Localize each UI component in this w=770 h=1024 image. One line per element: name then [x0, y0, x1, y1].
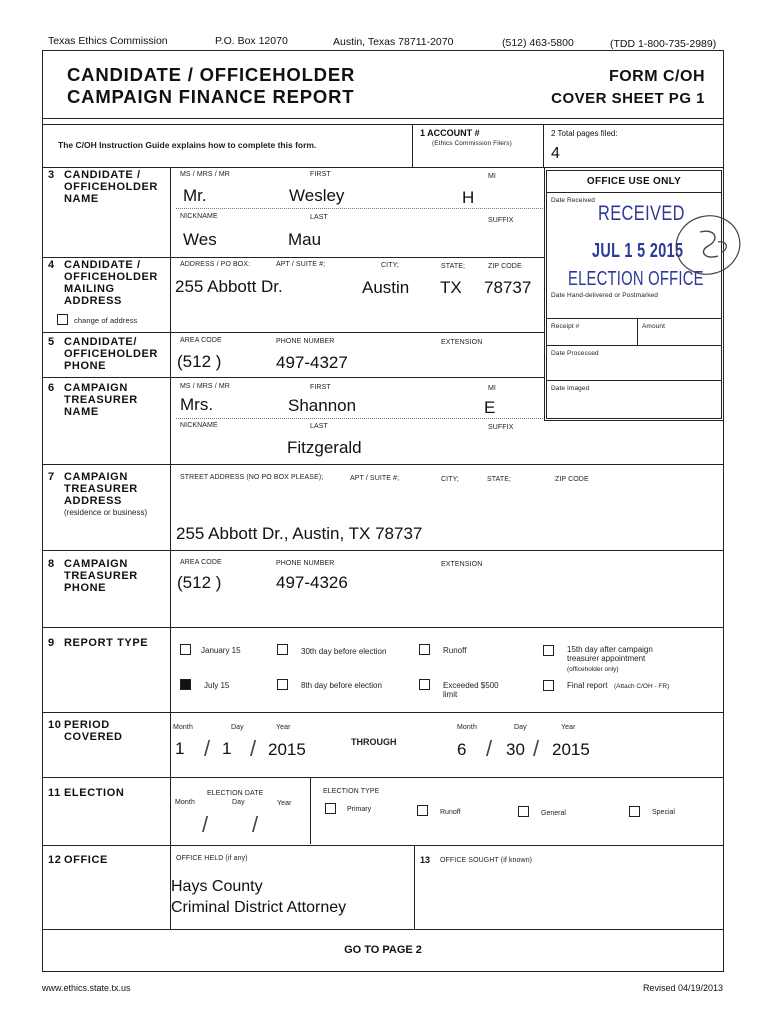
sec4-city-label: CITY; — [381, 262, 399, 269]
sec7-state-label: STATE; — [487, 476, 512, 483]
date-hand-delivered-label: Date Hand-delivered or Postmarked — [551, 292, 658, 299]
sec11-num: 11 — [48, 787, 61, 799]
office-held-label: OFFICE HELD (if any) — [176, 855, 248, 862]
sec8-phone-label: PHONE NUMBER — [276, 560, 335, 567]
sec6-last-label: LAST — [310, 423, 328, 430]
sec6-first-label: FIRST — [310, 384, 331, 391]
report-type-runoff-checkbox[interactable] — [419, 644, 430, 655]
report-type-exceeded-checkbox[interactable] — [419, 679, 430, 690]
account-sub: (Ethics Commission Filers) — [432, 140, 512, 147]
sec7-street-label: STREET ADDRESS (NO PO BOX PLEASE); — [180, 474, 324, 481]
treasurer-address[interactable]: 255 Abbott Dr., Austin, TX 78737 — [176, 524, 423, 543]
election-type-runoff-checkbox[interactable] — [417, 805, 428, 816]
sec5-ext-label: EXTENSION — [441, 339, 483, 346]
sec9-num: 9 — [48, 637, 55, 649]
date-slash: / — [250, 736, 257, 761]
sec5-num: 5 — [48, 336, 55, 348]
city-line: Austin, Texas 78711-2070 — [333, 36, 454, 48]
report-type-jan15-label: January 15 — [201, 646, 241, 655]
treasurer-mi[interactable]: E — [484, 398, 496, 417]
office-held-line1[interactable]: Hays County — [171, 878, 263, 895]
period-from-month[interactable]: 1 — [175, 739, 185, 758]
sec7-zip-label: ZIP CODE — [555, 476, 589, 483]
date-slash: / — [533, 736, 540, 761]
pages-value[interactable]: 4 — [551, 145, 560, 162]
amount-label: Amount — [642, 323, 666, 330]
candidate-nickname[interactable]: Wes — [183, 230, 217, 249]
sec12-num: 12 — [48, 854, 62, 866]
instruction-text: The C/OH Instruction Guide explains how to complete this form. — [58, 140, 317, 150]
stamp-date: JUL 1 5 2015 — [592, 240, 684, 262]
treasurer-title[interactable]: Mrs. — [180, 395, 214, 414]
report-type-runoff-label: Runoff — [443, 646, 467, 655]
agency-phone: (512) 463-5800 — [502, 37, 574, 49]
date-slash: / — [252, 812, 259, 837]
candidate-area-code[interactable]: (512 ) — [177, 352, 222, 371]
stamp-office: ELECTION OFFICE — [568, 268, 704, 290]
treasurer-last-name[interactable]: Fitzgerald — [287, 438, 362, 457]
election-date-label: ELECTION DATE — [207, 790, 264, 797]
sec4-address-label: ADDRESS / PO BOX: — [180, 261, 251, 268]
sec7-label: CAMPAIGN TREASURER ADDRESS — [64, 471, 138, 507]
candidate-city[interactable]: Austin — [362, 278, 410, 297]
from-year-label: Year — [276, 724, 291, 731]
from-month-label: Month — [173, 724, 193, 731]
date-received-label: Date Received — [551, 197, 595, 204]
election-type-general-label: General — [541, 810, 566, 817]
election-year-label: Year — [277, 800, 292, 807]
election-type-runoff-label: Runoff — [440, 809, 461, 816]
report-type-30th-checkbox[interactable] — [277, 644, 288, 655]
go-to-page-2[interactable]: GO TO PAGE 2 — [344, 944, 422, 956]
election-type-general-checkbox[interactable] — [518, 806, 529, 817]
election-type-special-checkbox[interactable] — [629, 806, 640, 817]
to-year-label: Year — [561, 724, 576, 731]
change-of-address-label: change of address — [74, 316, 138, 325]
to-month-label: Month — [457, 724, 477, 731]
date-slash: / — [204, 736, 211, 761]
candidate-address[interactable]: 255 Abbott Dr. — [175, 277, 283, 296]
sec8-ext-label: EXTENSION — [441, 561, 483, 568]
sec6-nickname-label: NICKNAME — [180, 422, 218, 429]
candidate-first-name[interactable]: Wesley — [289, 186, 345, 205]
sec10-label: PERIOD COVERED — [64, 719, 123, 743]
sec13-num: 13 — [420, 855, 431, 865]
election-day-label: Day — [232, 799, 245, 806]
election-type-special-label: Special — [652, 809, 675, 816]
sec9-label: REPORT TYPE — [64, 637, 149, 649]
sec3-num: 3 — [48, 169, 55, 181]
period-to-day[interactable]: 30 — [506, 740, 525, 759]
sec7-apt-label: APT / SUITE #; — [350, 475, 400, 482]
title-line1: CANDIDATE / OFFICEHOLDER — [67, 64, 356, 85]
date-slash: / — [202, 812, 209, 837]
sec8-num: 8 — [48, 558, 55, 570]
report-type-final-label: Final report — [567, 681, 608, 690]
treasurer-first-name[interactable]: Shannon — [288, 396, 357, 415]
report-type-15th-label: 15th day after campaign treasurer appointment — [567, 645, 653, 663]
report-type-final-sub: (Attach C/OH - FR) — [614, 683, 670, 690]
report-type-jul15-checkbox[interactable] — [180, 679, 191, 690]
report-type-exceeded-label: Exceeded $500 limit — [443, 681, 499, 699]
sec5-phone-label: PHONE NUMBER — [276, 338, 335, 345]
sec6-suffix-label: SUFFIX — [488, 424, 514, 431]
sec3-mi-label: MI — [488, 173, 496, 180]
from-day-label: Day — [231, 724, 244, 731]
sec6-label: CAMPAIGN TREASURER NAME — [64, 382, 138, 418]
candidate-phone[interactable]: 497-4327 — [276, 353, 348, 372]
date-processed-label: Date Processed — [551, 350, 599, 357]
office-held-line2[interactable]: Criminal District Attorney — [171, 899, 347, 916]
sec6-mi-label: MI — [488, 385, 496, 392]
period-to-month[interactable]: 6 — [457, 740, 467, 759]
to-day-label: Day — [514, 724, 527, 731]
date-slash: / — [486, 736, 493, 761]
sec3-first-label: FIRST — [310, 171, 331, 178]
sec7-city-label: CITY; — [441, 476, 459, 483]
election-month-label: Month — [175, 799, 195, 806]
sec4-zip-label: ZIP CODE — [488, 263, 522, 270]
agency-name: Texas Ethics Commission — [48, 35, 168, 47]
sec4-apt-label: APT / SUITE #; — [276, 261, 326, 268]
through-label: THROUGH — [351, 737, 397, 747]
report-type-8th-checkbox[interactable] — [277, 679, 288, 690]
period-to-year[interactable]: 2015 — [552, 740, 590, 759]
election-type-primary-label: Primary — [347, 806, 372, 813]
report-type-8th-label: 8th day before election — [301, 681, 382, 690]
form-label: FORM C/OH — [608, 68, 705, 85]
website[interactable]: www.ethics.state.tx.us — [42, 983, 131, 993]
sec12-label: OFFICE — [64, 854, 108, 866]
period-from-day[interactable]: 1 — [222, 739, 232, 758]
sec5-label: CANDIDATE/ OFFICEHOLDER PHONE — [64, 336, 158, 372]
receipt-label: Receipt # — [551, 323, 580, 330]
election-type-primary-checkbox[interactable] — [325, 803, 336, 814]
po-box: P.O. Box 12070 — [215, 35, 288, 47]
sec3-suffix-label: SUFFIX — [488, 217, 514, 224]
date-imaged-label: Date Imaged — [551, 385, 590, 392]
candidate-mi[interactable]: H — [462, 188, 475, 207]
sec4-num: 4 — [48, 259, 55, 271]
sec4-state-label: STATE; — [441, 263, 466, 270]
candidate-zip[interactable]: 78737 — [484, 278, 532, 297]
stamp-received: RECEIVED — [598, 202, 685, 225]
title-line2: CAMPAIGN FINANCE REPORT — [67, 86, 355, 107]
office-use-title: OFFICE USE ONLY — [586, 176, 682, 187]
sec6-ms-label: MS / MRS / MR — [180, 383, 230, 390]
cover-sheet-label: COVER SHEET PG 1 — [551, 90, 705, 107]
candidate-last-name[interactable]: Mau — [288, 230, 322, 249]
sec3-label: CANDIDATE / OFFICEHOLDER NAME — [64, 169, 158, 205]
election-type-label: ELECTION TYPE — [323, 788, 380, 795]
office-sought-label: OFFICE SOUGHT (if known) — [440, 857, 533, 864]
sec4-label: CANDIDATE / OFFICEHOLDER MAILING ADDRESS — [64, 259, 158, 307]
candidate-state[interactable]: TX — [440, 278, 462, 297]
sec11-label: ELECTION — [64, 787, 125, 799]
report-type-jan15-checkbox[interactable] — [180, 644, 191, 655]
sec8-label: CAMPAIGN TREASURER PHONE — [64, 558, 138, 594]
change-of-address-checkbox[interactable] — [57, 314, 68, 325]
agency-tdd: (TDD 1-800-735-2989) — [610, 38, 717, 50]
report-type-15th-checkbox[interactable] — [543, 645, 554, 656]
sec7-label-sub: (residence or business) — [64, 508, 148, 517]
report-type-final-checkbox[interactable] — [543, 680, 554, 691]
treasurer-phone[interactable]: 497-4326 — [276, 573, 348, 592]
pages-label: 2 Total pages filed: — [551, 129, 618, 138]
sec3-ms-label: MS / MRS / MR — [180, 171, 230, 178]
sec8-area-label: AREA CODE — [180, 559, 222, 566]
sec3-last-label: LAST — [310, 214, 328, 221]
period-from-year[interactable]: 2015 — [268, 740, 306, 759]
sec5-area-label: AREA CODE — [180, 337, 222, 344]
candidate-title[interactable]: Mr. — [183, 186, 207, 205]
treasurer-area-code[interactable]: (512 ) — [177, 573, 222, 592]
report-type-30th-label: 30th day before election — [301, 647, 387, 656]
account-field[interactable] — [414, 150, 542, 166]
report-type-15th-sub: (officeholder only) — [567, 666, 619, 673]
sec7-num: 7 — [48, 471, 55, 483]
revised-date: Revised 04/19/2013 — [642, 983, 723, 993]
sec3-nickname-label: NICKNAME — [180, 213, 218, 220]
handwritten-initials-icon — [660, 200, 755, 295]
sec10-num: 10 — [48, 719, 62, 731]
report-type-jul15-label: July 15 — [204, 681, 230, 690]
account-label: 1 ACCOUNT # — [420, 128, 480, 138]
sec6-num: 6 — [48, 382, 55, 394]
